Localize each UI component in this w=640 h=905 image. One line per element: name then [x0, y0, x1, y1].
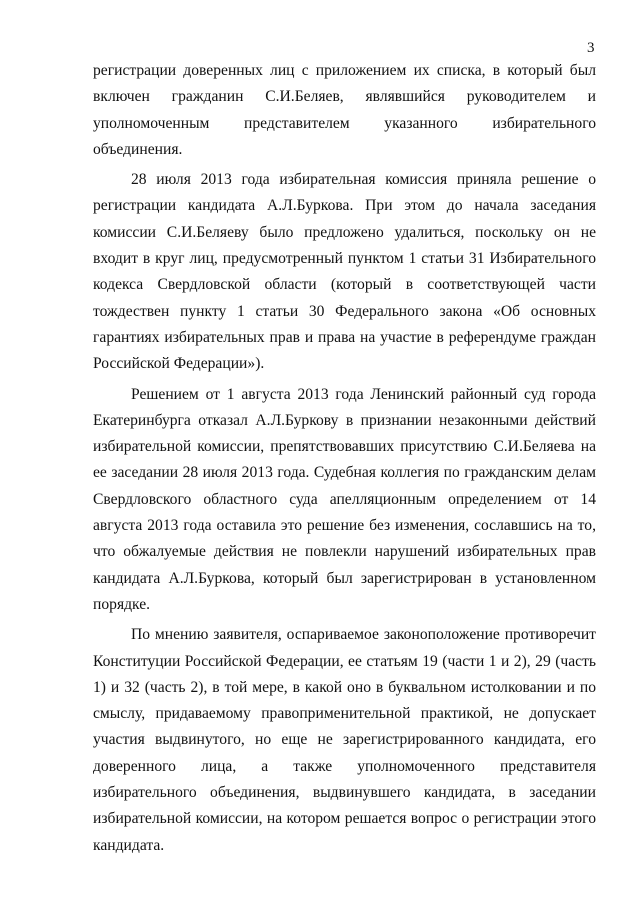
- paragraph-applicant-position: По мнению заявителя, оспариваемое законоположение противоречит Конституции Российской Федерации, ее статьям 19 (части 1 и 2), 29 (часть 1) и 32 (часть 2), в той мере, в какой оно в буквальном истолковании и по смыслу, придаваемому правоприменительной практикой, не допускает участия выдвинутого, но еще не зарегистрированного кандидата, его доверенного лица, а также уполномоченного представителя избирательного объединения, выдвинувшего кандидата, в заседании избирательной комиссии, на котором решается вопрос о регистрации этого кандидата.: [93, 626, 596, 854]
- paragraph-registration-decision: 28 июля 2013 года избирательная комиссия приняла решение о регистрации кандидата А.Л.Буркова. При этом до начала заседания комиссии С.И.Беляеву было предложено удалиться, поскольку он не входит в круг лиц, предусмотренный пунктом 1 статьи 31 Избирательного кодекса Свердловской области (который в соответствующей части тождествен пункту 1 статьи 30 Федерального закона «Об основных гарантиях избирательных прав и права на участие в референдуме граждан Российской Федерации»).: [93, 171, 596, 373]
- page-number: 3: [587, 40, 595, 56]
- document-body: [93, 58, 596, 859]
- paragraph-court-ruling: Решением от 1 августа 2013 года Ленинский районный суд города Екатеринбурга отказал А.Л.Буркову в признании незаконными действий избирательной комиссии, препятствовавших присутствию С.И.Беляева на ее заседании 28 июля 2013 года. Судебная коллегия по гражданским делам Свердловского областного суда апелляционным определением от 14 августа 2013 года оставила это решение без изменения, сославшись на то, что обжалуемые действия не повлекли нарушений избирательных прав кандидата А.Л.Буркова, который был зарегистрирован в установленном порядке.: [93, 385, 596, 613]
- paragraph-continuation: регистрации доверенных лиц с приложением их списка, в который был включен гражданин С.И.Беляев, являвшийся руководителем и уполномоченным представителем указанного избирательного объединения.: [93, 62, 596, 158]
